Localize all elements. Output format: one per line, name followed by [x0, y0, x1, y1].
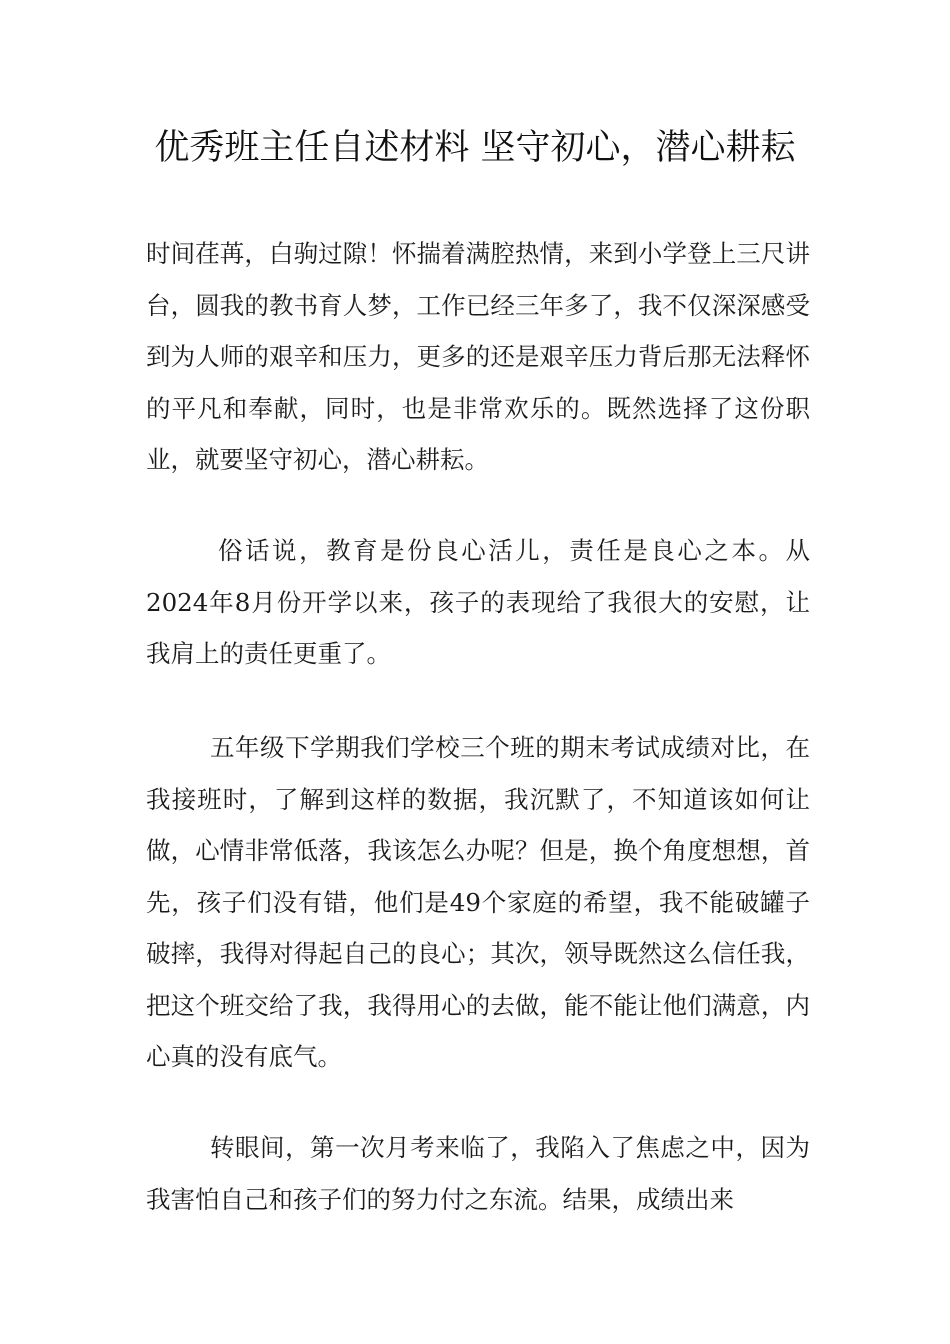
paragraph-monthly-exam: 转眼间，第一次月考来临了，我陷入了焦虑之中，因为我害怕自己和孩子们的努力付之东流。结果，成绩出来 — [146, 1133, 810, 1214]
paragraph-class-results: 五年级下学期我们学校三个班的期末考试成绩对比，在我接班时，了解到这样的数据，我沉默了，不知道该如何让做，心情非常低落，我该怎么办呢？但是，换个角度想想，首先，孩子们没有错，他们是49个家庭的希望，我不能破罐子破摔，我得对得起自己的良心；其次，领导既然这么信任我，把这个班交给了我，我得用心的去做，能不能让他们满意，内心真的没有底气。 — [146, 733, 810, 1071]
document-title: 优秀班主任自述材料 坚守初心，潜心耕耘 — [154, 128, 796, 168]
paragraph-responsibility: 俗话说，教育是份良心活儿，责任是良心之本。从2024年8月份开学以来，孩子的表现给了我很大的安慰，让我肩上的责任更重了。 — [146, 536, 810, 668]
paragraph-intro: 时间荏苒，白驹过隙！怀揣着满腔热情，来到小学登上三尺讲台，圆我的教书育人梦，工作已经三年多了，我不仅深深感受到为人师的艰辛和压力，更多的还是艰辛压力背后那无法释怀的平凡和奉献，同时，也是非常欢乐的。既然选择了这份职业，就要坚守初心，潜心耕耘。 — [146, 239, 810, 474]
